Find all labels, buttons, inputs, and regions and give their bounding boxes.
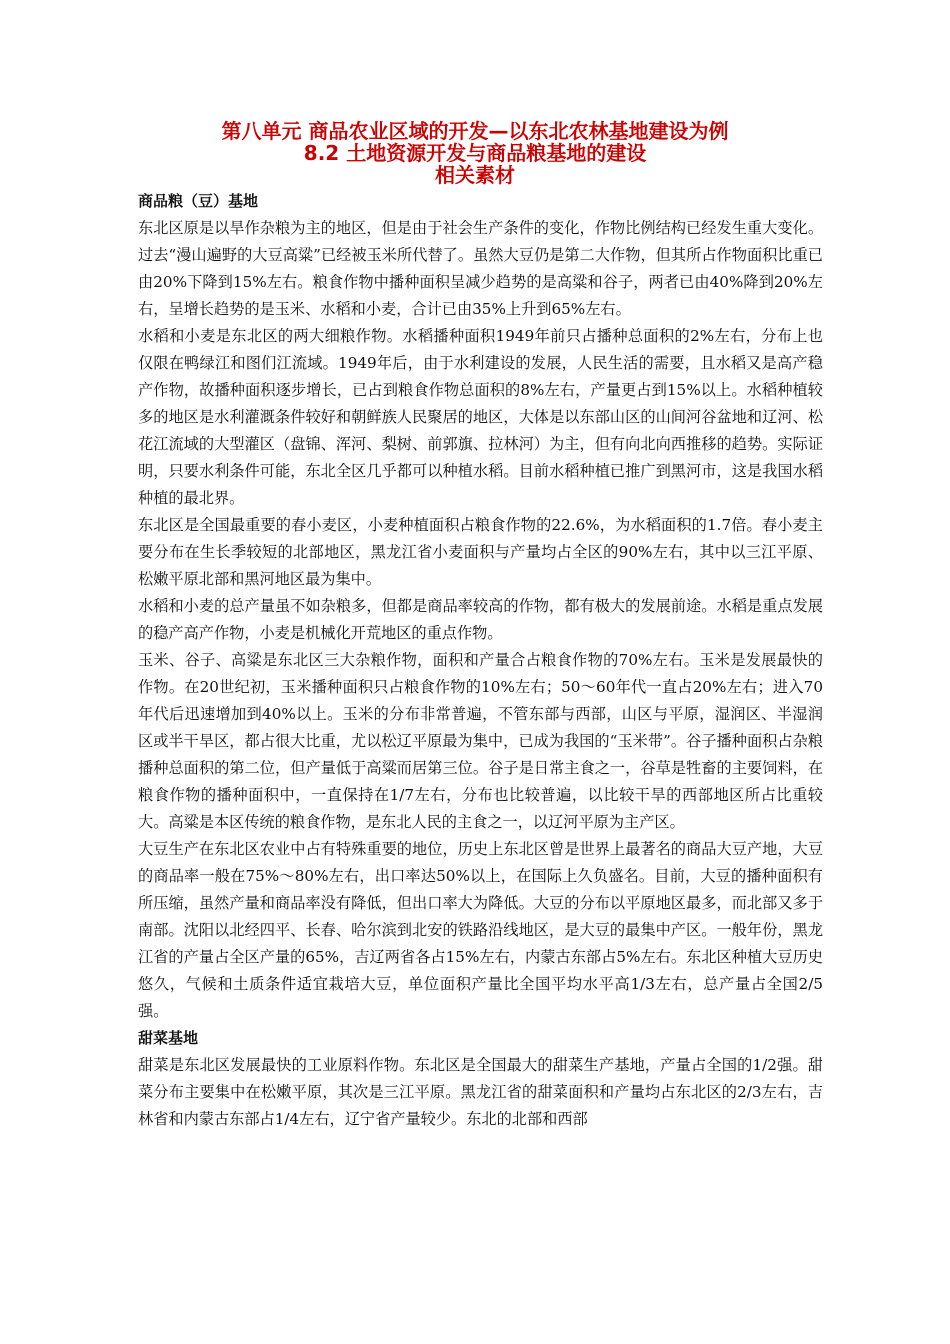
lesson-title: 8.2 土地资源开发与商品粮基地的建设 bbox=[303, 141, 647, 165]
document-body bbox=[138, 188, 823, 1133]
paragraph: 东北区原是以旱作杂粮为主的地区，但是由于社会生产条件的变化，作物比例结构已经发生重大变化。过去“漫山遍野的大豆高粱”已经被玉米所代替了。虽然大豆仍是第二大作物，但其所占作物面积比重已由20%下降到15%左右。粮食作物中播种面积呈减少趋势的是高粱和谷子，两者已由40%降到20%左右，呈增长趋势的是玉米、水稻和小麦，合计已由35%上升到65%左右。 bbox=[138, 219, 823, 318]
paragraph: 水稻和小麦的总产量虽不如杂粮多，但都是商品率较高的作物，都有极大的发展前途。水稻是重点发展的稳产高产作物，小麦是机械化开荒地区的重点作物。 bbox=[138, 597, 823, 642]
section-heading-sugar-beet: 甜菜基地 bbox=[138, 1029, 199, 1047]
paragraph: 甜菜是东北区发展最快的工业原料作物。东北区是全国最大的甜菜生产基地，产量占全国的1/2强。甜菜分布主要集中在松嫩平原，其次是三江平原。黑龙江省的甜菜面积和产量均占东北区的2/3左右，吉林省和内蒙古东部占1/4左右，辽宁省产量较少。东北的北部和西部 bbox=[138, 1056, 823, 1128]
unit-title: 第八单元 商品农业区域的开发—以东北农林基地建设为例 bbox=[221, 119, 729, 143]
section-heading-grain: 商品粮（豆）基地 bbox=[138, 192, 259, 210]
paragraph: 水稻和小麦是东北区的两大细粮作物。水稻播种面积1949年前只占播种总面积的2%左右，分布上也仅限在鸭绿江和图们江流域。1949年后，由于水利建设的发展，人民生活的需要，且水稻又是高产稳产作物，故播种面积逐步增长，已占到粮食作物总面积的8%左右，产量更占到15%以上。水稻种植较多的地区是水利灌溉条件较好和朝鲜族人民聚居的地区，大体是以东部山区的山间河谷盆地和辽河、松花江流域的大型灌区（盘锦、浑河、梨树、前郭旗、拉林河）为主，但有向北向西推移的趋势。实际证明，只要水利条件可能，东北全区几乎都可以种植水稻。目前水稻种植已推广到黑河市，这是我国水稻种植的最北界。 bbox=[138, 327, 823, 507]
paragraph: 东北区是全国最重要的春小麦区，小麦种植面积占粮食作物的22.6%，为水稻面积的1.7倍。春小麦主要分布在生长季较短的北部地区，黑龙江省小麦面积与产量均占全区的90%左右，其中以三江平原、松嫩平原北部和黑河地区最为集中。 bbox=[138, 516, 823, 588]
paragraph: 玉米、谷子、高粱是东北区三大杂粮作物，面积和产量合占粮食作物的70%左右。玉米是发展最快的作物。在20世纪初，玉米播种面积只占粮食作物的10%左右；50～60年代一直占20%左右；进入70年代后迅速增加到40%以上。玉米的分布非常普遍，不管东部与西部，山区与平原，湿润区、半湿润区或半干旱区，都占很大比重，尤以松辽平原最为集中，已成为我国的“玉米带”。谷子播种面积占杂粮播种总面积的第二位，但产量低于高粱而居第三位。谷子是日常主食之一，谷草是牲畜的主要饲料，在粮食作物的播种面积中，一直保持在1/7左右，分布也比较普遍，以比较干旱的西部地区所占比重较大。高粱是本区传统的粮食作物，是东北人民的主食之一，以辽河平原为主产区。 bbox=[138, 651, 823, 831]
paragraph: 大豆生产在东北区农业中占有特殊重要的地位，历史上东北区曾是世界上最著名的商品大豆产地，大豆的商品率一般在75%～80%左右，出口率达50%以上，在国际上久负盛名。目前，大豆的播种面积有所压缩，虽然产量和商品率没有降低，但出口率大为降低。大豆的分布以平原地区最多，而北部又多于南部。沈阳以北经四平、长春、哈尔滨到北安的铁路沿线地区，是大豆的最集中产区。一般年份，黑龙江省的产量占全区产量的65%，吉辽两省各占15%左右，内蒙古东部占5%左右。东北区种植大豆历史悠久，气候和土质条件适宜栽培大豆，单位面积产量比全国平均水平高1/3左右，总产量占全国2/5强。 bbox=[138, 840, 823, 1020]
material-title: 相关素材 bbox=[435, 163, 515, 187]
title-block bbox=[0, 120, 950, 186]
